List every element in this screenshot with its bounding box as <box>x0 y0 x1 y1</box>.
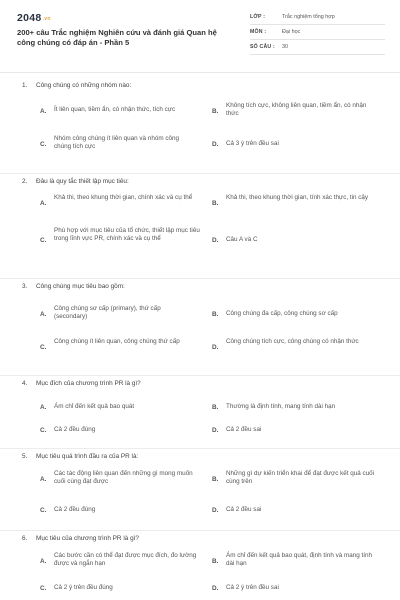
question-stem <box>22 178 129 186</box>
option-text: Các bước cần có thể đạt được mục đích, đo lường được và ngắn hạn <box>54 552 197 568</box>
question-number: 5. <box>22 453 28 460</box>
option-letter: B. <box>212 476 219 483</box>
document-title: 200+ câu Trắc nghiệm Nghiên cứu và đánh giá Quan hệ công chúng có đáp án - Phần 5 <box>17 28 217 47</box>
question-number: 4. <box>22 380 28 387</box>
meta-row-subject <box>250 25 385 40</box>
option-letter: C. <box>40 344 47 351</box>
question-list <box>0 78 400 600</box>
meta-label: SỐ CÂU : <box>250 44 275 50</box>
question-item <box>0 174 400 279</box>
option-letter: B. <box>212 108 219 115</box>
question-number: 6. <box>22 535 28 542</box>
option-text: Công chúng ít liên quan, công chúng thứ cấp <box>54 338 180 345</box>
option-text: Khả thi, theo khung thời gian, tính xác thực, tin cậy <box>226 194 369 201</box>
option-text: Công chúng sơ cấp (primary), thứ cấp (secondary) <box>54 305 161 321</box>
option-text: Cả 2 đều đúng <box>54 426 96 433</box>
question-number: 2. <box>22 178 28 185</box>
option-text: Cả 2 ý trên đều đúng <box>54 584 113 591</box>
site-logo[interactable] <box>17 12 51 24</box>
option-text: Phù hợp với mục tiêu của tổ chức, thiết lập mục tiêu trong lĩnh vực PR, chính xác và cụ thể <box>54 227 200 243</box>
option-text: Ít liên quan, tiềm ẩn, có nhận thức, tích cực <box>54 106 176 113</box>
meta-label: MÔN : <box>250 29 267 35</box>
option-letter: A. <box>40 108 47 115</box>
option-text: Cả 3 ý trên đều sai <box>226 140 279 147</box>
question-text: Mục tiêu quá trình đầu ra của PR là: <box>36 453 139 460</box>
question-text: Mục tiêu của chương trình PR là gì? <box>36 535 139 542</box>
option-text: Không tích cực, không liên quan, tiềm ẩn, có nhận thức <box>226 102 367 118</box>
question-item <box>0 376 400 449</box>
option-letter: B. <box>212 558 219 565</box>
header-divider <box>0 72 400 73</box>
question-number: 1. <box>22 82 28 89</box>
option-letter: D. <box>212 344 219 351</box>
option-text: Ám chỉ đến kết quả bao quát <box>54 403 135 410</box>
option-letter: D. <box>212 507 219 514</box>
option-text: Công chúng đa cấp, công chúng sơ cấp <box>226 310 338 317</box>
question-stem <box>22 82 131 90</box>
document-header <box>0 0 400 70</box>
option-letter: C. <box>40 585 47 592</box>
option-letter: B. <box>212 200 219 207</box>
option-letter: C. <box>40 427 47 434</box>
option-letter: A. <box>40 558 47 565</box>
question-stem <box>22 380 141 388</box>
meta-label: LỚP : <box>250 14 266 20</box>
question-stem <box>22 283 125 291</box>
question-item <box>0 279 400 376</box>
question-stem <box>22 535 139 543</box>
option-letter: C. <box>40 507 47 514</box>
meta-value: Trắc nghiệm tổng hợp <box>282 14 335 20</box>
document-meta <box>250 10 385 55</box>
question-text: Đâu là quy tắc thiết lập mục tiêu: <box>36 178 129 185</box>
option-letter: B. <box>212 311 219 318</box>
question-text: Công chúng mục tiêu bao gồm: <box>36 283 125 290</box>
option-text: Công chúng tích cực, công chúng có nhận thức <box>226 338 359 345</box>
option-text: Các tác động liên quan đến những gì mong muốn cuối cùng đạt được <box>54 470 193 486</box>
option-letter: B. <box>212 404 219 411</box>
option-letter: A. <box>40 311 47 318</box>
logo-tld: .vn <box>42 16 51 22</box>
option-text: Cả 2 đều sai <box>226 506 262 513</box>
option-text: Khả thi, theo khung thời gian, chính xác và cụ thể <box>54 194 193 201</box>
option-letter: C. <box>40 237 47 244</box>
option-text: Cả 2 đều sai <box>226 426 262 433</box>
question-stem <box>22 453 138 461</box>
option-text: Những gì dự kiến triển khai để đạt được kết quả cuối cùng trên <box>226 470 375 486</box>
option-text: Thường là định tính, mang tính dài hạn <box>226 403 336 410</box>
meta-row-class <box>250 10 385 25</box>
question-item <box>0 78 400 174</box>
question-text: Mục đích của chương trình PR là gì? <box>36 380 141 387</box>
option-letter: D. <box>212 141 219 148</box>
logo-text: 2048 <box>17 12 42 24</box>
meta-value: Đại học <box>282 29 301 35</box>
option-letter: A. <box>40 404 47 411</box>
option-letter: C. <box>40 141 47 148</box>
question-number: 3. <box>22 283 28 290</box>
option-text: Câu A và C <box>226 236 258 243</box>
meta-row-count <box>250 40 385 55</box>
question-item <box>0 449 400 531</box>
option-letter: A. <box>40 476 47 483</box>
option-text: Ám chỉ đến kết quả bao quát, định tính và mang tính dài hạn <box>226 552 372 568</box>
option-letter: D. <box>212 237 219 244</box>
question-item <box>0 531 400 600</box>
option-text: Nhóm công chúng ít liên quan và nhóm công chúng tích cực <box>54 135 179 151</box>
option-letter: A. <box>40 200 47 207</box>
question-text: Công chúng có những nhóm nào: <box>36 82 132 89</box>
meta-value: 30 <box>282 44 288 50</box>
option-letter: D. <box>212 427 219 434</box>
option-text: Cả 2 đều đúng <box>54 506 96 513</box>
option-letter: D. <box>212 585 219 592</box>
option-text: Cả 2 ý trên đều sai <box>226 584 279 591</box>
